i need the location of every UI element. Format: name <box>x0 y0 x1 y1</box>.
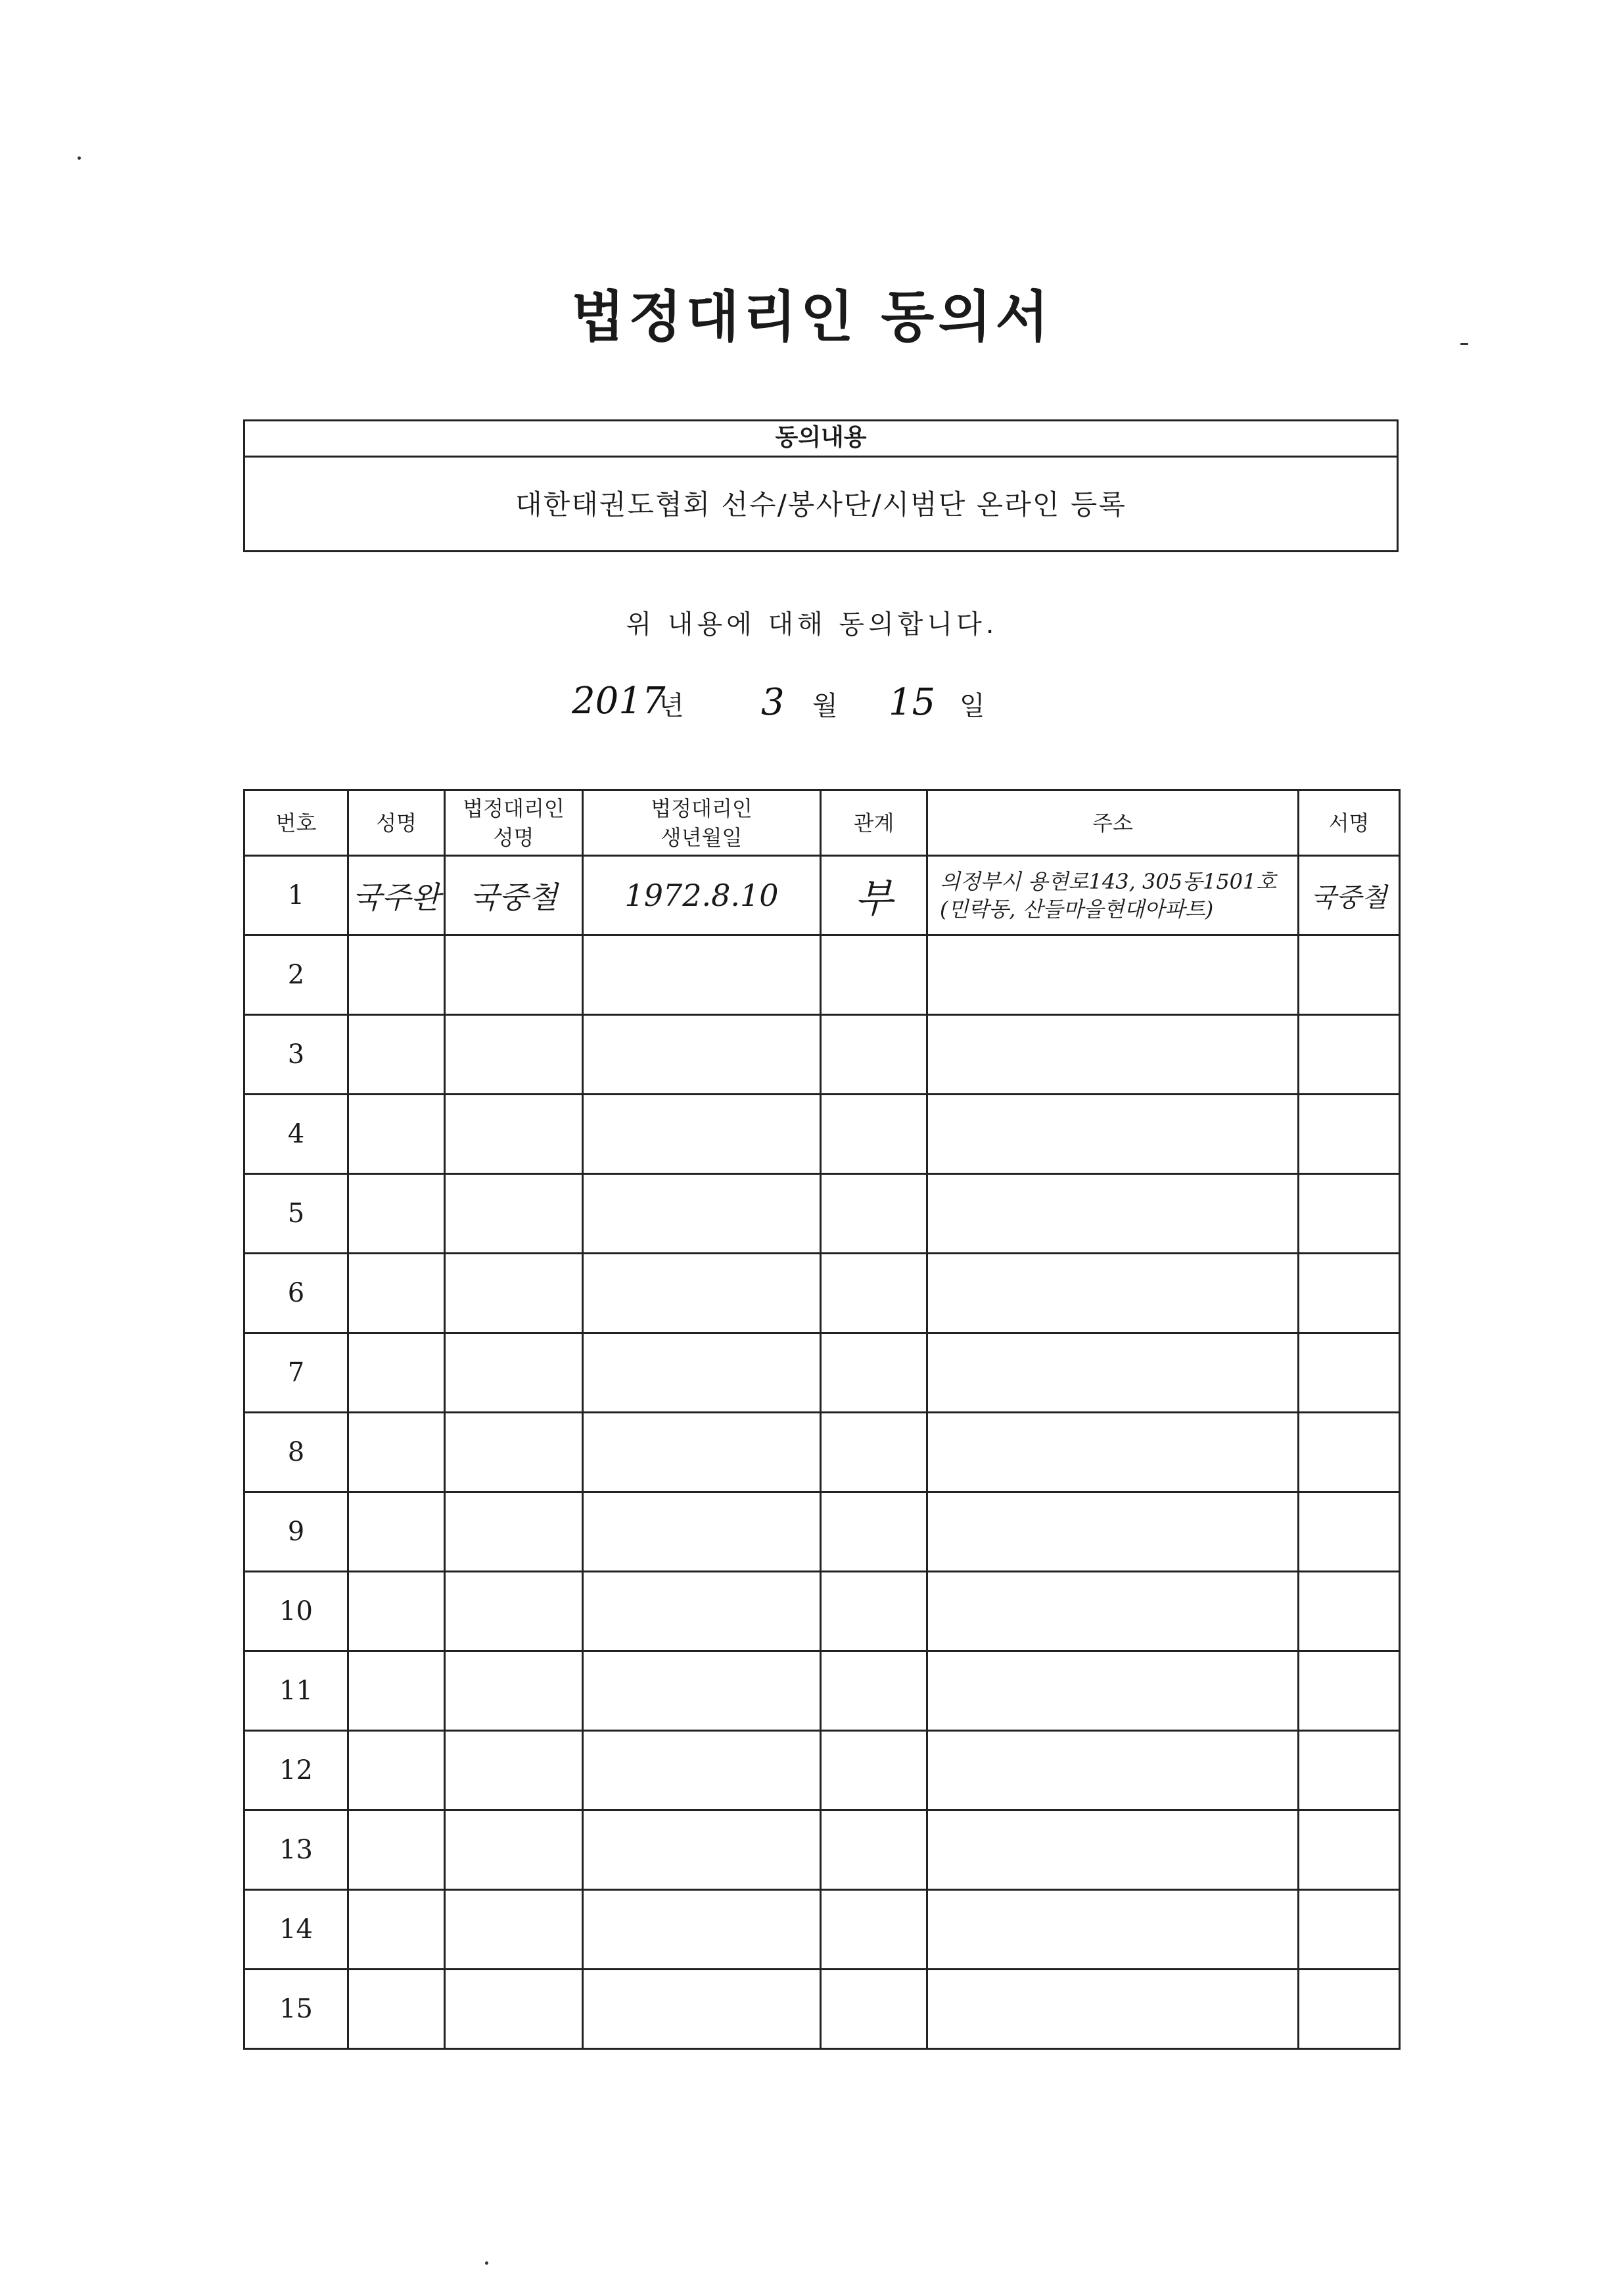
table-row <box>244 1492 1400 1572</box>
date-year-label: 년 <box>659 691 684 721</box>
table-row <box>244 1254 1400 1333</box>
row-no: 7 <box>244 1333 348 1413</box>
header-guardian-name-line2: 성명 <box>493 824 534 850</box>
header-guardian-name <box>445 790 583 856</box>
table-header-row <box>244 790 1400 856</box>
table-row <box>244 1731 1400 1810</box>
date-line <box>0 680 1624 731</box>
row-address-line2: (민락동, 산들마을현대아파트) <box>940 897 1214 922</box>
header-guardian-birth-line2: 생년월일 <box>661 824 743 850</box>
scan-speck <box>1460 343 1468 345</box>
date-month-label: 월 <box>812 691 838 721</box>
table-row <box>244 1890 1400 1970</box>
table-row <box>244 1174 1400 1254</box>
header-guardian-name-line1: 법정대리인 <box>463 795 565 821</box>
consent-header: 동의내용 <box>245 421 1397 458</box>
row-guardian-name: 국중철 <box>445 856 583 935</box>
date-month: 3 <box>761 681 785 724</box>
row-no: 10 <box>244 1572 348 1651</box>
scan-speck <box>485 2261 488 2265</box>
row-no: 6 <box>244 1254 348 1333</box>
row-guardian-birth: 1972.8.10 <box>583 856 821 935</box>
consent-body: 대한태권도협회 선수/봉사단/시범단 온라인 등록 <box>515 488 1126 521</box>
row-relation: 부 <box>821 856 927 935</box>
row-no: 14 <box>244 1890 348 1970</box>
header-guardian-birth-line1: 법정대리인 <box>651 795 753 821</box>
row-no: 3 <box>244 1015 348 1095</box>
header-relation: 관계 <box>821 790 927 856</box>
date-year: 2017 <box>572 680 666 722</box>
date-day: 15 <box>889 681 936 724</box>
row-no: 1 <box>244 856 348 935</box>
scan-speck <box>78 156 81 160</box>
document-title: 법정대리인 동의서 <box>571 285 1053 349</box>
table-row <box>244 1572 1400 1651</box>
table-row <box>244 856 1400 935</box>
date-day-label: 일 <box>960 691 985 721</box>
roster-table <box>243 789 1401 2050</box>
table-row <box>244 1413 1400 1492</box>
row-signature: 국중철 <box>1299 856 1400 935</box>
row-no: 13 <box>244 1810 348 1890</box>
row-address-line1: 의정부시 용현로143, 305동1501호 <box>940 869 1277 894</box>
table-row <box>244 1015 1400 1095</box>
header-guardian-birth <box>583 790 821 856</box>
row-no: 5 <box>244 1174 348 1254</box>
consent-box <box>243 419 1399 552</box>
table-row <box>244 1651 1400 1731</box>
row-no: 9 <box>244 1492 348 1572</box>
row-no: 2 <box>244 935 348 1015</box>
header-no: 번호 <box>244 790 348 856</box>
row-name: 국주완 <box>348 856 445 935</box>
header-signature: 서명 <box>1299 790 1400 856</box>
row-no: 12 <box>244 1731 348 1810</box>
table-row <box>244 1333 1400 1413</box>
row-no: 4 <box>244 1095 348 1174</box>
header-address: 주소 <box>927 790 1299 856</box>
row-no: 11 <box>244 1651 348 1731</box>
table-row <box>244 1810 1400 1890</box>
row-no: 8 <box>244 1413 348 1492</box>
table-row <box>244 1095 1400 1174</box>
row-address <box>927 856 1299 935</box>
header-name: 성명 <box>348 790 445 856</box>
agreement-text: 위 내용에 대해 동의합니다. <box>626 609 998 640</box>
table-row <box>244 1970 1400 2049</box>
row-no: 15 <box>244 1970 348 2049</box>
table-row <box>244 935 1400 1015</box>
